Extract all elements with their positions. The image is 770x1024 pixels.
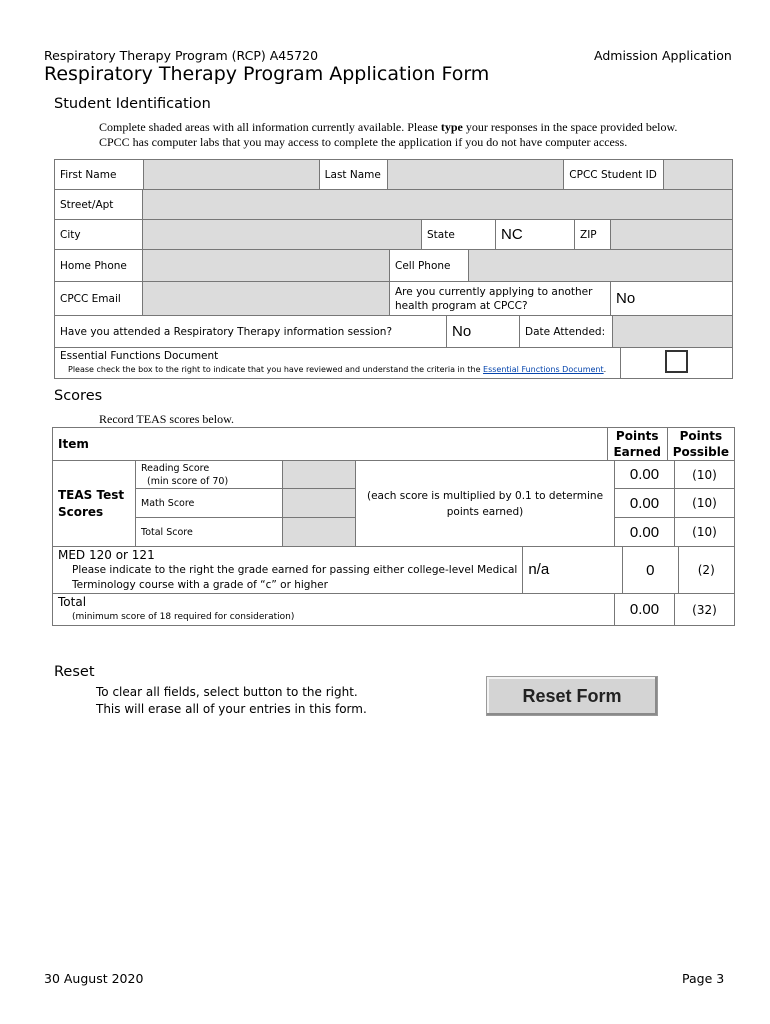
reading-points-earned: 0.00: [615, 461, 675, 489]
footer-date: 30 August 2020: [44, 971, 144, 986]
city-label: City: [55, 220, 143, 250]
street-field[interactable]: [143, 190, 733, 220]
med-note-line: Terminology course with a grade of “c” or higher: [72, 578, 328, 591]
points-earned-header-line: Points: [615, 429, 659, 443]
identification-table: [54, 159, 733, 190]
cell-phone-field[interactable]: [469, 250, 733, 282]
student-id-label: CPCC Student ID: [564, 160, 664, 190]
cell-phone-label: Cell Phone: [390, 250, 469, 282]
info-session-row: [54, 315, 733, 348]
total-score-field[interactable]: [283, 518, 356, 547]
reading-score-field[interactable]: [283, 461, 356, 489]
teas-table: [52, 460, 735, 547]
first-name-label: First Name: [55, 160, 144, 190]
med-grade-field[interactable]: n/a: [523, 547, 623, 594]
street-label: Street/Apt: [55, 190, 143, 220]
multiplier-note-line: (each score is multiplied by 0.1 to determine: [366, 489, 604, 502]
grand-total-cell: [53, 594, 615, 626]
teas-label-line: Scores: [58, 504, 104, 519]
math-score-label: Math Score: [136, 489, 283, 518]
zip-label: ZIP: [575, 220, 611, 250]
med-cell: [53, 547, 523, 594]
points-possible-header: [667, 428, 734, 461]
teas-label-line: TEAS Test: [58, 487, 125, 502]
home-phone-label: Home Phone: [55, 250, 143, 282]
other-program-question-line: health program at CPCC?: [395, 299, 528, 312]
points-possible-header-line: Points: [679, 429, 723, 443]
essential-note-text: Please check the box to the right to indicate that you have reviewed and understand the criteria in the: [68, 365, 484, 374]
email-row: [54, 281, 733, 316]
reading-score-label: [136, 461, 283, 489]
email-field[interactable]: [143, 282, 390, 316]
points-possible-header-line: Possible: [672, 445, 729, 459]
essential-functions-row: [54, 347, 733, 379]
total-score-label: Total Score: [136, 518, 283, 547]
program-code: Respiratory Therapy Program (RCP) A45720: [44, 48, 319, 63]
city-row: [54, 219, 733, 250]
reading-score-label-line: Reading Score: [141, 462, 210, 474]
scores-instructions: Record TEAS scores below.: [99, 412, 234, 426]
essential-functions-link[interactable]: Essential Functions Document: [483, 365, 604, 374]
med-note-line: Please indicate to the right the grade earned for passing either college-level Medical: [72, 563, 518, 576]
reading-score-min-note: (min score of 70): [147, 475, 229, 487]
essential-functions-cell: [55, 348, 621, 379]
document-type: Admission Application: [594, 48, 732, 63]
student-identification-heading: Student Identification: [54, 96, 211, 112]
grand-total-points-earned: 0.00: [615, 594, 675, 626]
math-points-possible: (10): [675, 489, 735, 518]
total-points-earned: 0.00: [615, 518, 675, 547]
grand-total-note: (minimum score of 18 required for consideration): [72, 611, 295, 622]
student-id-field[interactable]: [664, 160, 733, 190]
total-points-possible: (10): [675, 518, 735, 547]
item-header: Item: [53, 428, 608, 461]
reset-instructions-line: This will erase all of your entries in this form.: [96, 702, 367, 716]
med-label: MED 120 or 121: [58, 547, 155, 562]
zip-field[interactable]: [611, 220, 733, 250]
instructions-text: Complete shaded areas with all information currently available. Please: [99, 120, 441, 134]
med-row: [52, 546, 735, 594]
other-program-question-line: Are you currently applying to another: [395, 285, 593, 298]
multiplier-note-line: points earned): [446, 505, 524, 518]
essential-functions-checkbox[interactable]: [665, 350, 688, 373]
math-score-field[interactable]: [283, 489, 356, 518]
scores-header-row: [52, 427, 735, 461]
other-program-field[interactable]: No: [611, 282, 733, 316]
scores-heading: Scores: [54, 388, 103, 404]
last-name-field[interactable]: [387, 160, 564, 190]
identification-instructions: [99, 120, 739, 150]
reset-instructions-line: To clear all fields, select button to the right.: [96, 685, 358, 699]
multiplier-note: [356, 461, 615, 547]
grand-total-label: Total: [58, 594, 87, 609]
grand-total-row: [52, 593, 735, 626]
essential-note-end: .: [603, 365, 607, 374]
street-row: [54, 189, 733, 220]
reset-heading: Reset: [54, 664, 95, 680]
date-attended-label: Date Attended:: [520, 316, 613, 348]
reset-form-button[interactable]: Reset Form: [486, 676, 658, 716]
points-earned-header-line: Earned: [613, 445, 661, 459]
home-phone-field[interactable]: [143, 250, 390, 282]
page-title: Respiratory Therapy Program Application Form: [44, 63, 490, 85]
reset-instructions: [96, 684, 367, 718]
instructions-text: your responses in the space provided below.: [462, 120, 678, 134]
info-session-question: Have you attended a Respiratory Therapy information session?: [55, 316, 447, 348]
reading-points-possible: (10): [675, 461, 735, 489]
essential-functions-title: Essential Functions Document: [60, 350, 219, 362]
email-label: CPCC Email: [55, 282, 143, 316]
city-field[interactable]: [143, 220, 422, 250]
state-label: State: [422, 220, 496, 250]
page-number: Page 3: [682, 971, 725, 986]
info-session-field[interactable]: No: [447, 316, 520, 348]
grand-total-points-possible: (32): [675, 594, 735, 626]
med-points-possible: (2): [678, 547, 735, 594]
instructions-emphasis: type: [440, 120, 463, 134]
teas-label: [53, 461, 136, 547]
med-points-earned: 0: [622, 547, 678, 594]
essential-checkbox-cell: [621, 348, 733, 379]
math-points-earned: 0.00: [615, 489, 675, 518]
instructions-lab-note: CPCC has computer labs that you may access to complete the application if you do not have computer access.: [99, 135, 628, 149]
essential-functions-note: [60, 363, 615, 376]
state-field[interactable]: NC: [496, 220, 575, 250]
phone-row: [54, 249, 733, 282]
date-attended-field[interactable]: [613, 316, 733, 348]
first-name-field[interactable]: [143, 160, 319, 190]
points-earned-header: [607, 428, 667, 461]
last-name-label: Last Name: [319, 160, 387, 190]
other-program-question: [390, 282, 611, 316]
